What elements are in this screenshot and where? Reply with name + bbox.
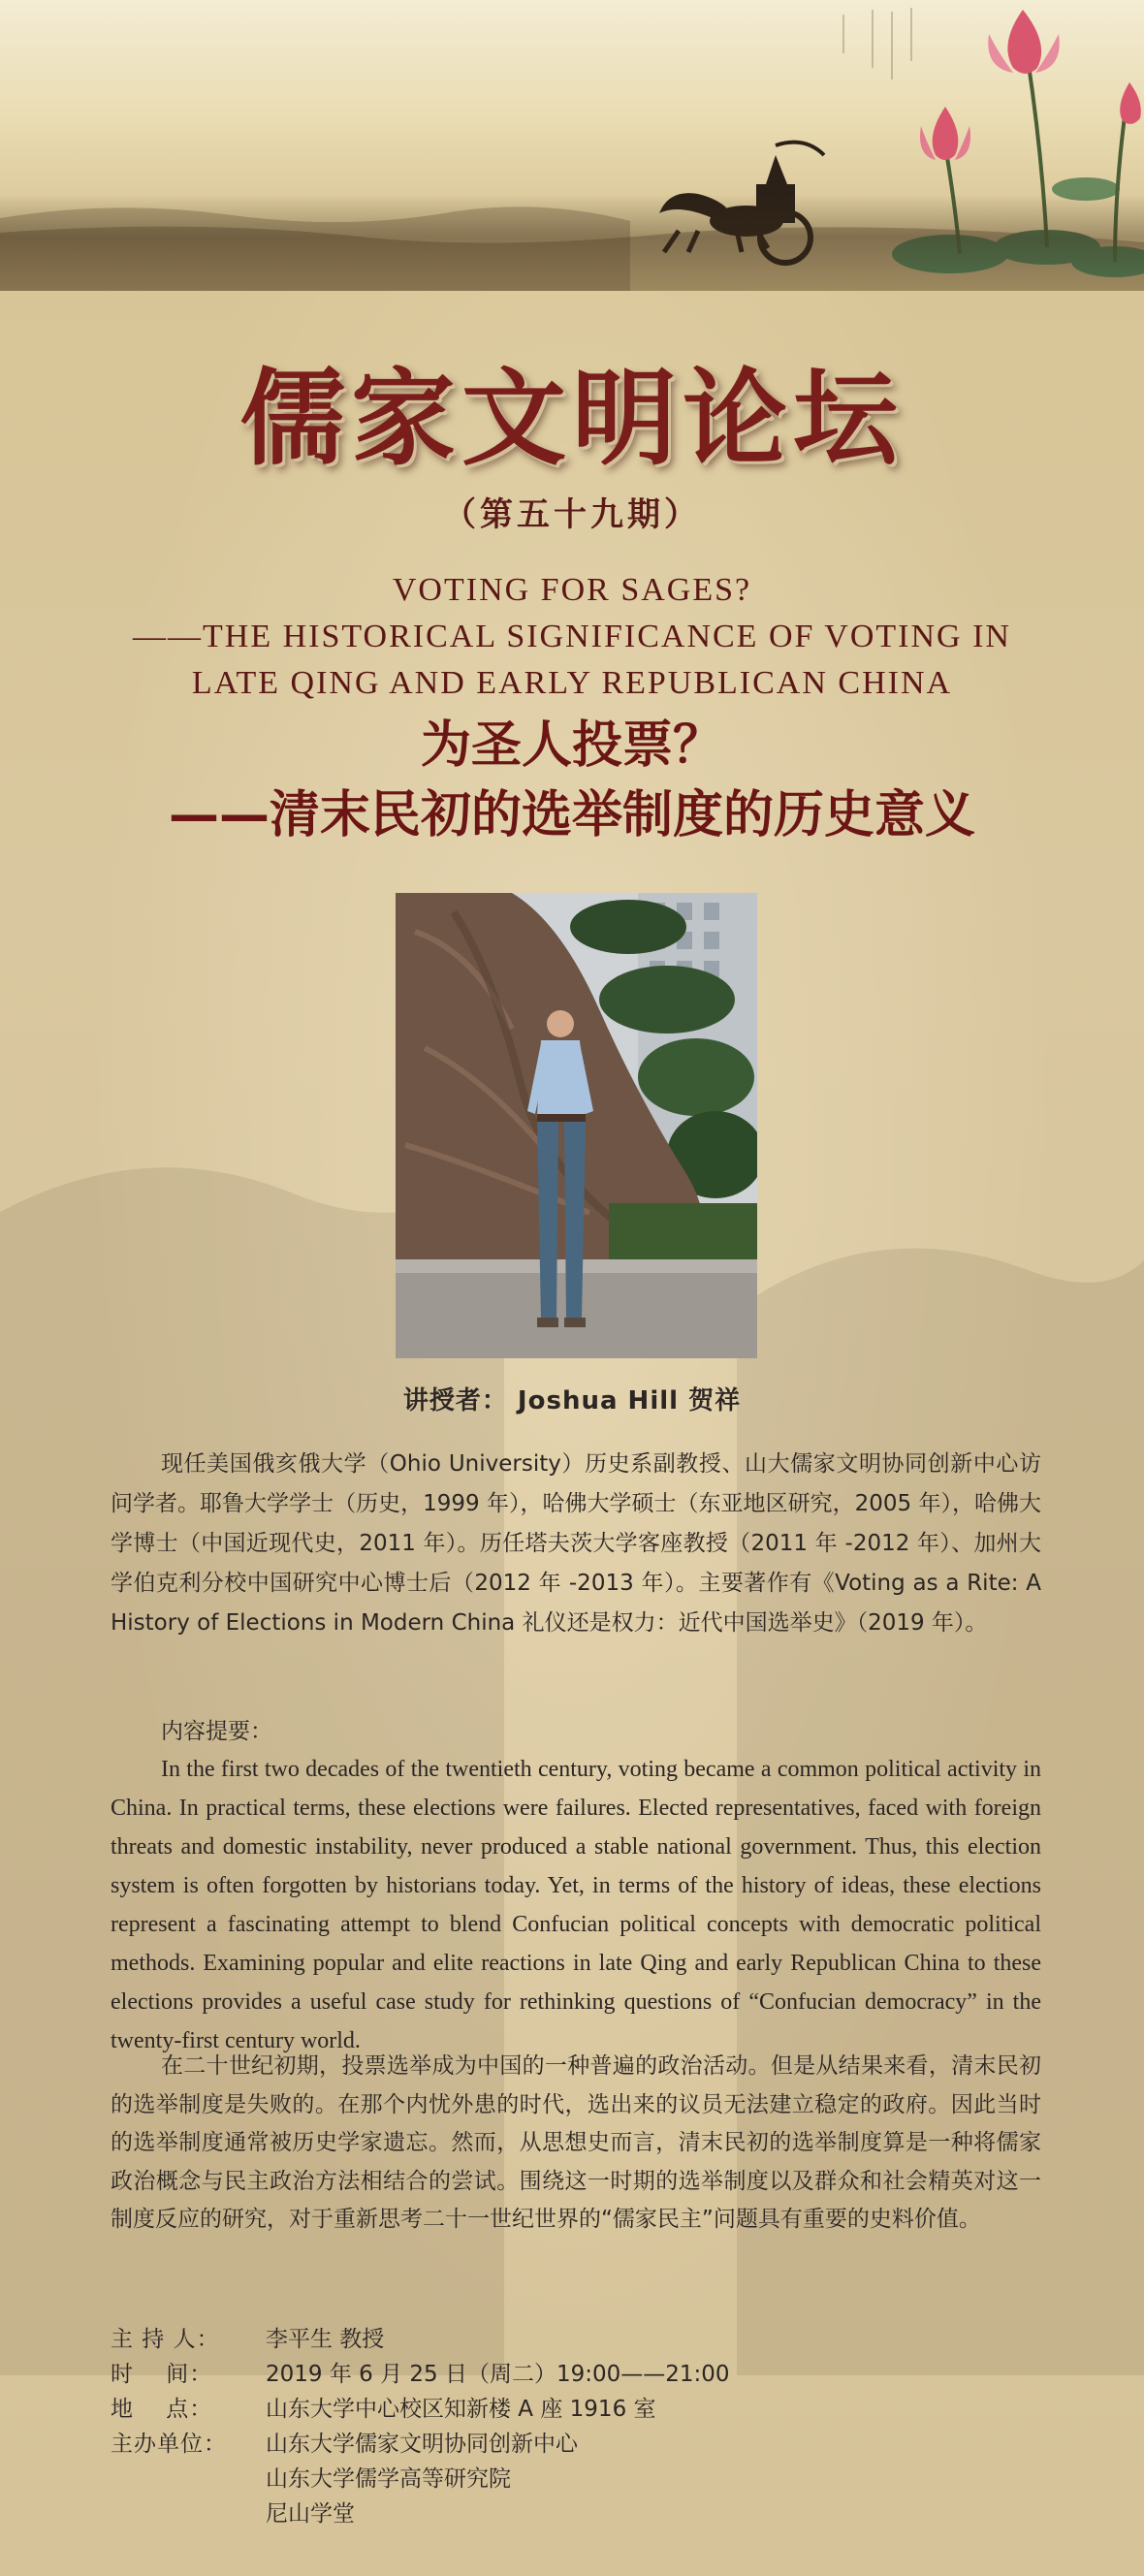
organizer-list bbox=[266, 2427, 983, 2531]
lecture-title-en bbox=[58, 567, 1086, 707]
host-value: 李平生 教授 bbox=[266, 2327, 385, 2352]
speaker-photo-image bbox=[396, 893, 757, 1358]
lecture-title-cn bbox=[58, 711, 1086, 850]
abstract-english: In the first two decades of the twentieth century, voting became a common political activity in China. In practical terms, these elections were failures. Elected representatives, faced with foreign threats and domestic instability, never produced a stable national government. Thus, this election system is often forgotten by historians today. Yet, in terms of the history of ideas, these elections represent a fascinating attempt to blend Confucian political concepts with democratic political methods. Examining popular and elite reactions in late Qing and early Republican China to these elections provides a useful case study for rethinking questions of “Confucian democracy” in the twenty-first century world. bbox=[111, 1757, 1041, 2053]
host-label: 主 持 人： bbox=[111, 2327, 220, 2352]
speaker-photo bbox=[396, 893, 757, 1358]
organizer-label: 主办单位： bbox=[111, 2432, 227, 2457]
place-value: 山东大学中心校区知新楼 A 座 1916 室 bbox=[266, 2397, 656, 2422]
lecture-title-en-line: ——THE HISTORICAL SIGNIFICANCE OF VOTING IN bbox=[133, 619, 1011, 654]
lotus-flower-icon bbox=[1120, 82, 1141, 124]
time-label: 时 间： bbox=[111, 2362, 213, 2387]
organizer-item: 山东大学儒学高等研究院 bbox=[266, 2466, 511, 2492]
place-row bbox=[111, 2392, 983, 2427]
lecture-title-cn-line: ——清末民初的选举制度的历史意义 bbox=[168, 786, 975, 844]
place-label: 地 点： bbox=[111, 2397, 213, 2422]
time-row bbox=[111, 2357, 983, 2392]
organizer-item: 尼山学堂 bbox=[266, 2501, 355, 2527]
abstract-chinese: 在二十世纪初期，投票选举成为中国的一种普遍的政治活动。但是从结果来看，清末民初的选举制度是失败的。在那个内忧外患的时代，选出来的议员无法建立稳定的政府。因此当时的选举制度通常被历史学家遗忘。然而，从思想史而言，清末民初的选举制度算是一种将儒家政治概念与民主政治方法相结合的尝试。围绕这一时期的选举制度以及群众和社会精英对这一制度反应的研究，对于重新思考二十一世纪世界的“儒家民主”问题具有重要的史料价值。 bbox=[111, 2053, 1041, 2232]
ink-haze bbox=[0, 194, 1144, 291]
lecture-title-en-line: VOTING FOR SAGES? bbox=[392, 572, 752, 608]
lecture-title-cn-line: 为圣人投票？ bbox=[420, 716, 723, 775]
host-row bbox=[111, 2322, 983, 2357]
organizer-row bbox=[111, 2427, 983, 2531]
lecture-title-en-line: LATE QING AND EARLY REPUBLICAN CHINA bbox=[191, 665, 953, 701]
lotus-flower-icon bbox=[920, 107, 970, 160]
issue-number: （第五十九期） bbox=[443, 495, 701, 534]
time-value: 2019 年 6 月 25 日（周二）19:00——21:00 bbox=[266, 2362, 730, 2387]
forum-title: 儒家文明论坛 bbox=[239, 358, 904, 480]
speaker-bio: 现任美国俄亥俄大学（Ohio University）历史系副教授、山大儒家文明协同创新中心访问学者。耶鲁大学学士（历史，1999 年），哈佛大学硕士（东亚地区研究，2005 年），哈佛大学博士（中国近现代史，2011 年）。历任塔夫茨大学客座教授（2011 年 -2012 年）、加州大学伯克利分校中国研究中心博士后（2012 年 -2013 年）。主要著作有《Voting as a Rite: A History of Elections in Modern China 礼仪还是权力：近代中国选举史》（2019 年）。 bbox=[111, 1451, 1041, 1636]
calligraphy-decoration bbox=[843, 8, 911, 80]
event-info bbox=[111, 2322, 983, 2531]
speaker-line: 讲授者： Joshua Hill 贺祥 bbox=[402, 1386, 742, 1415]
abstract-heading: 内容提要： bbox=[161, 1719, 272, 1744]
organizer-item: 山东大学儒家文明协同创新中心 bbox=[266, 2432, 578, 2457]
lotus-flower-icon bbox=[988, 10, 1059, 74]
header-illustration bbox=[0, 0, 1144, 291]
